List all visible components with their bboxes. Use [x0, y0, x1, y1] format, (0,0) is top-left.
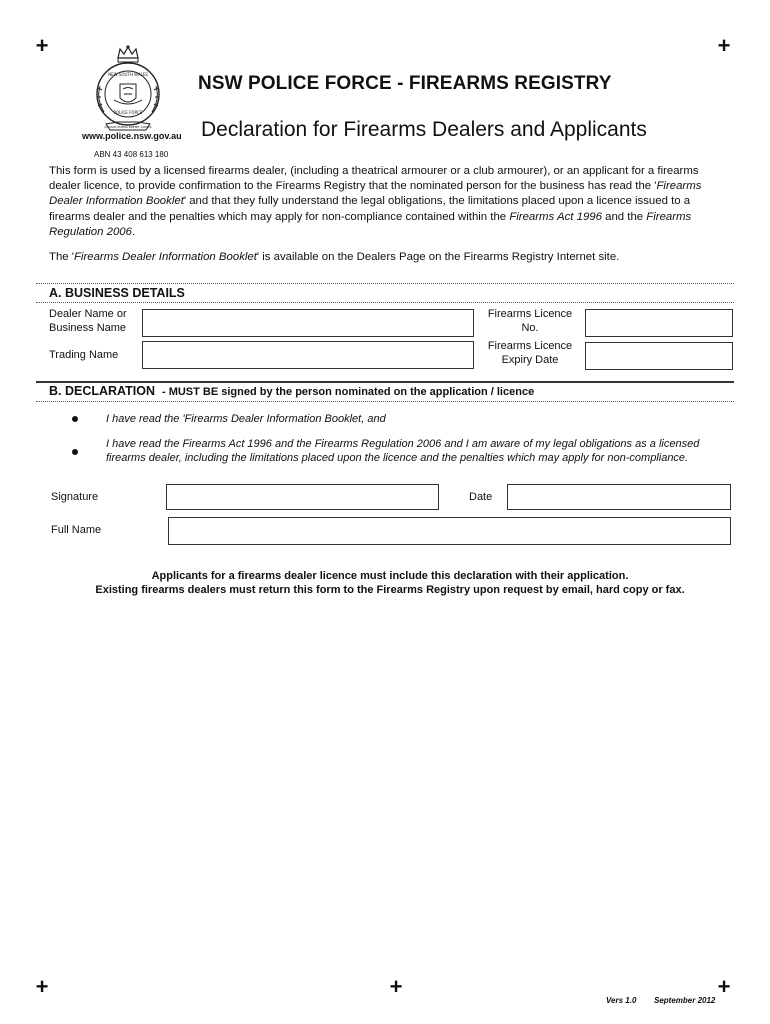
licence-expiry-field[interactable] [585, 342, 733, 370]
trading-name-label: Trading Name [49, 349, 119, 361]
version-date: September 2012 [654, 996, 716, 1005]
registration-mark-bottom-left: + [35, 974, 49, 999]
existing-dealer-note: Existing firearms dealers must return this form to the Firearms Registry upon request by email, hard copy or fax. [95, 584, 685, 596]
svg-text:NEW SOUTH WALES: NEW SOUTH WALES [108, 72, 148, 77]
booklet-availability-text: The 'Firearms Dealer Information Booklet' is available on the Dealers Page on the Firearms Registry Internet site. [49, 251, 620, 263]
date-label: Date [469, 491, 493, 503]
trading-name-field[interactable] [142, 341, 474, 369]
applicant-note: Applicants for a firearms dealer licence must include this declaration with their application. [151, 570, 629, 582]
signature-field[interactable] [166, 484, 439, 510]
intro-paragraph: This form is used by a licensed firearms dealer, (including a theatrical armourer or a club armourer), or an applicant for a firearms dealer licence, to provide confirmation to the Firearms Registry that the nominated person for the business has read the 'Firearms Dealer Information Booklet' and that they fully understand the legal obligations, the limitations placed upon a licence issued to a firearms dealer and the penalties which may apply for non-compliance contained within the Firearms Act 1996 and the Firearms Regulation 2006. [49, 165, 702, 238]
bullet-icon [72, 416, 78, 422]
dealer-name-label: Dealer Name or Business Name [49, 308, 127, 334]
form-title: Declaration for Firearms Dealers and Applicants [201, 118, 647, 141]
section-divider [36, 401, 734, 402]
registration-mark-top-left: + [35, 33, 49, 58]
section-b-subheading: - MUST BE signed by the person nominated on the application / licence [161, 386, 535, 398]
version-label: Vers 1.0 [606, 996, 637, 1005]
bullet-icon [72, 449, 78, 455]
licence-number-label: Firearms Licence No. [487, 308, 573, 334]
signature-label: Signature [51, 491, 99, 503]
registration-mark-bottom-center: + [389, 974, 403, 999]
licence-expiry-label: Firearms Licence Expiry Date [487, 340, 573, 366]
dealer-name-field[interactable] [142, 309, 474, 337]
svg-text:CULPAM POENA PREMIT COMES: CULPAM POENA PREMIT COMES [104, 125, 152, 129]
section-divider [36, 283, 734, 284]
website-url: www.police.nsw.gov.au [82, 131, 182, 141]
full-name-label: Full Name [51, 524, 102, 536]
declaration-item-2: I have read the Firearms Act 1996 and the Firearms Regulation 2006 and I am aware of my legal obligations as a licensed firearms dealer, including the limitations placed upon the licence and the penalties which may apply for non-compliance. [106, 438, 700, 464]
registration-mark-top-right: + [717, 33, 731, 58]
section-b-heading: B. DECLARATION - MUST BE signed by the person nominated on the application / licence [49, 384, 535, 398]
police-crest-icon [88, 44, 168, 136]
licence-number-field[interactable] [585, 309, 733, 337]
abn-number: ABN 43 408 613 180 [94, 150, 169, 159]
section-divider [36, 302, 734, 303]
organisation-title: NSW POLICE FORCE - FIREARMS REGISTRY [198, 73, 612, 94]
section-rule [36, 381, 734, 383]
full-name-field[interactable] [168, 517, 731, 545]
section-a-heading: A. BUSINESS DETAILS [49, 286, 185, 300]
date-field[interactable] [507, 484, 731, 510]
declaration-item-1: I have read the 'Firearms Dealer Information Booklet, and [106, 413, 386, 425]
svg-text:POLICE FORCE: POLICE FORCE [113, 110, 143, 115]
registration-mark-bottom-right: + [717, 974, 731, 999]
